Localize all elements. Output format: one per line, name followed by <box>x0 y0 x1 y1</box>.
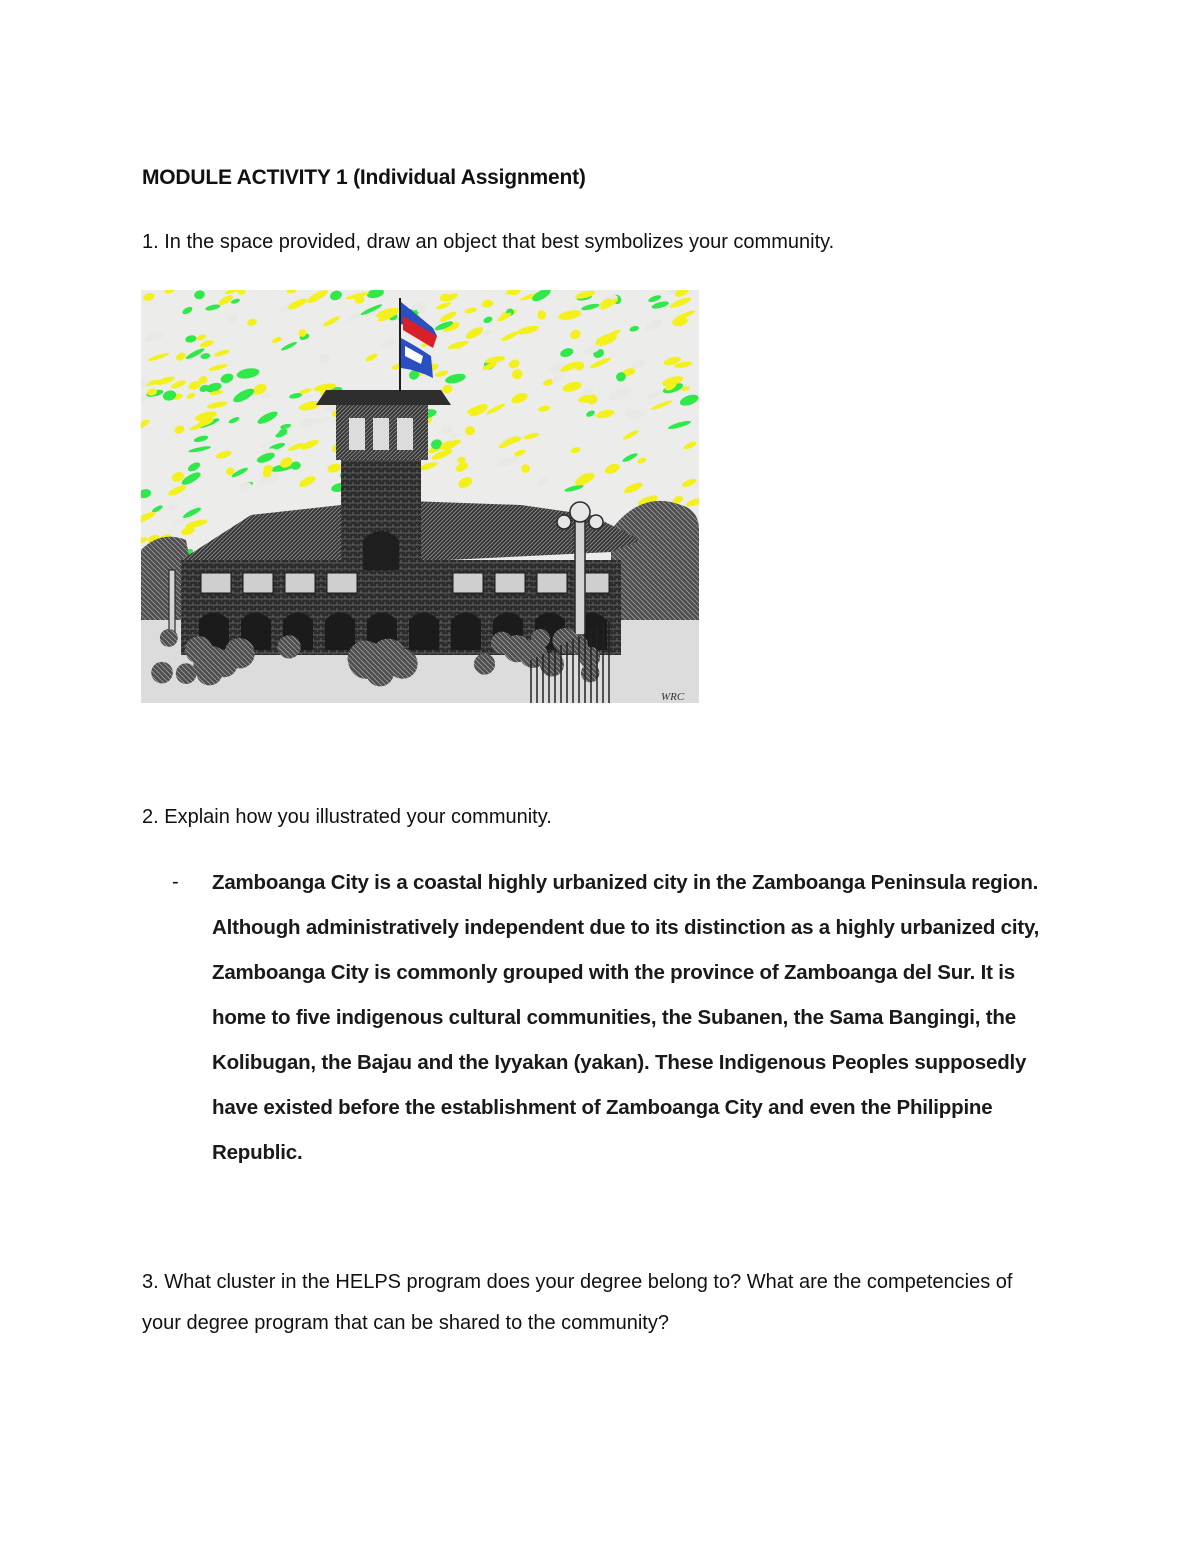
shrub <box>349 644 384 679</box>
shrub <box>277 635 300 658</box>
upper-window <box>327 573 357 593</box>
lamp-right-top <box>570 502 590 522</box>
upper-window <box>243 573 273 593</box>
shrub <box>387 649 417 679</box>
shrub <box>508 645 525 662</box>
upper-window <box>495 573 525 593</box>
lamp-right-r <box>589 515 603 529</box>
lower-arch <box>409 613 439 651</box>
shrub <box>211 650 238 677</box>
lower-arch <box>325 613 355 651</box>
right-trees <box>611 501 699 620</box>
lamp-right-l <box>557 515 571 529</box>
tower-window-3 <box>397 418 413 450</box>
tower-window-1 <box>349 418 365 450</box>
question-3: 3. What cluster in the HELPS program does your degree belong to? What are the competencies of your degree program that can be shared to the community? <box>142 1271 1013 1334</box>
question-2: 2. Explain how you illustrated your community. <box>142 806 552 828</box>
question-1: 1. In the space provided, draw an object that best symbolizes your community. <box>142 231 835 253</box>
answer-paragraph: Zamboanga City is a coastal highly urbanized city in the Zamboanga Peninsula region. Although administratively independent due to its distinction as a highly urbanized city, Zamboanga City is commonly grouped with the province of Zamboanga del Sur. It is home to five indigenous cultural communities, the Subanen, the Sama Bangingi, the Kolibugan, the Bajau and the Iyyakan (yakan). These Indigenous Peoples supposedly have existed before the establishment of Zamboanga City and even the Philippine Republic. <box>212 871 1040 1164</box>
upper-window <box>285 573 315 593</box>
shrub <box>176 663 197 684</box>
tower-window-2 <box>373 418 389 450</box>
tower-cap <box>316 390 451 405</box>
page-title: MODULE ACTIVITY 1 (Individual Assignment) <box>142 166 586 189</box>
lamp-post-right <box>575 520 585 635</box>
shrub <box>151 662 173 684</box>
shrub <box>474 653 495 674</box>
shrub <box>160 629 178 647</box>
upper-window <box>537 573 567 593</box>
city-hall-illustration <box>141 290 699 703</box>
upper-window <box>201 573 231 593</box>
lower-arch <box>451 613 481 651</box>
community-drawing <box>141 290 699 703</box>
bullet-dash: - <box>172 871 179 893</box>
shrub <box>185 636 213 664</box>
upper-window <box>453 573 483 593</box>
artist-signature: WRC <box>661 691 685 703</box>
tower-arch <box>363 531 399 570</box>
